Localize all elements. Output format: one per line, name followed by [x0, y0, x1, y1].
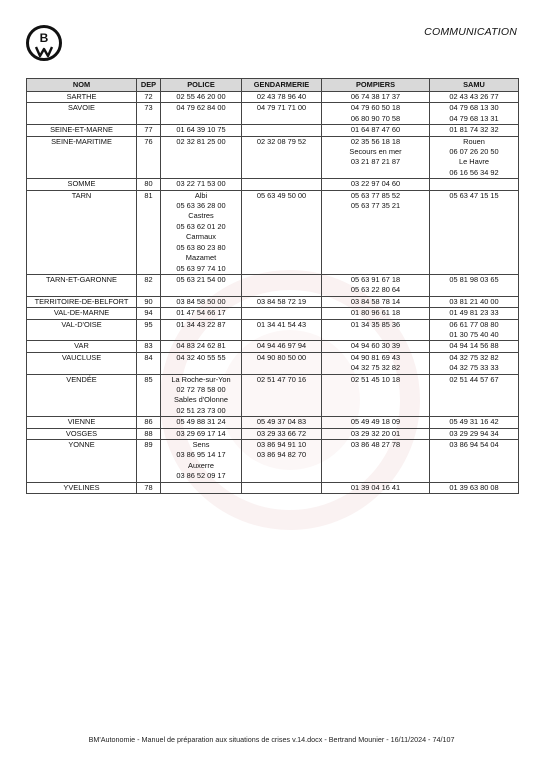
police-line: 05 49 88 31 24 — [176, 417, 226, 427]
cell-samu — [430, 136, 519, 179]
cell-dep: 90 — [137, 296, 161, 307]
gendarmerie-line: 05 49 37 04 83 — [256, 417, 307, 427]
cell-nom: SEINE-MARITIME — [27, 136, 137, 179]
cell-police — [161, 136, 242, 179]
table-row — [27, 482, 519, 493]
cell-police — [161, 125, 242, 136]
pompiers-line: 04 90 81 69 43 — [350, 352, 401, 362]
cell-gendarmerie — [242, 482, 322, 493]
cell-samu — [430, 482, 519, 493]
cell-nom: VAUCLUSE — [27, 352, 137, 374]
cell-police — [161, 274, 242, 296]
cell-gendarmerie — [242, 428, 322, 439]
cell-dep: 78 — [137, 482, 161, 493]
cell-pompiers — [322, 374, 430, 417]
police-line: Albi — [194, 190, 208, 200]
police-line: 02 72 78 58 00 — [176, 384, 226, 394]
cell-gendarmerie — [242, 136, 322, 179]
cell-gendarmerie — [242, 440, 322, 483]
gendarmerie-line: 04 94 46 97 94 — [256, 341, 307, 351]
svg-text:B: B — [39, 31, 49, 45]
cell-pompiers — [322, 136, 430, 179]
cell-gendarmerie — [242, 92, 322, 103]
cell-pompiers — [322, 296, 430, 307]
cell-gendarmerie — [242, 296, 322, 307]
police-line: 05 63 62 01 20 — [176, 221, 226, 231]
police-line: Mazamet — [185, 253, 217, 263]
police-line: 02 55 46 20 00 — [176, 92, 226, 101]
table-row — [27, 352, 519, 374]
cell-dep: 86 — [137, 417, 161, 428]
police-line: La Roche-sur-Yon — [171, 374, 231, 384]
cell-samu — [430, 428, 519, 439]
samu-line: 04 32 75 32 82 — [449, 352, 499, 362]
gendarmerie-line: 02 51 47 70 16 — [256, 374, 307, 384]
cell-nom: VAL-D'OISE — [27, 319, 137, 341]
cell-gendarmerie — [242, 308, 322, 319]
cell-pompiers — [322, 417, 430, 428]
gendarmerie-line: 05 63 49 50 00 — [256, 190, 307, 200]
cell-dep: 81 — [137, 190, 161, 274]
police-line: 04 83 24 62 81 — [176, 341, 226, 351]
cell-nom: TERRITOIRE-DE-BELFORT — [27, 296, 137, 307]
samu-line: 01 39 63 80 08 — [449, 482, 499, 492]
police-line: 03 86 95 14 17 — [176, 450, 226, 460]
cell-nom: SARTHE — [27, 92, 137, 103]
cell-dep: 80 — [137, 179, 161, 190]
cell-gendarmerie — [242, 352, 322, 374]
cell-nom: SOMME — [27, 179, 137, 190]
table-row — [27, 125, 519, 136]
cell-police — [161, 308, 242, 319]
cell-dep: 85 — [137, 374, 161, 417]
table-row — [27, 374, 519, 417]
cell-pompiers — [322, 341, 430, 352]
cell-police — [161, 374, 242, 417]
cell-gendarmerie — [242, 125, 322, 136]
police-line: 05 63 97 74 10 — [176, 263, 226, 273]
police-line: 01 64 39 10 75 — [176, 125, 226, 135]
table-row — [27, 319, 519, 341]
police-line: 02 32 81 25 00 — [176, 136, 226, 146]
cell-pompiers — [322, 179, 430, 190]
cell-gendarmerie — [242, 374, 322, 417]
cell-gendarmerie — [242, 274, 322, 296]
pompiers-line: 04 32 75 32 82 — [350, 363, 401, 373]
samu-line: 06 07 26 20 50 — [449, 147, 499, 157]
column-header-police: POLICE — [161, 79, 242, 92]
page-footer: BM'Autonomie - Manuel de préparation aux situations de crises v.14.docx - Bertrand Mounier - 16/11/2024 - 74/107 — [88, 735, 455, 744]
pompiers-line: 06 74 38 17 37 — [350, 92, 401, 101]
pompiers-line: 03 29 32 20 01 — [350, 428, 401, 438]
cell-samu — [430, 92, 519, 103]
gendarmerie-line: 02 43 78 96 40 — [256, 92, 307, 101]
emergency-contacts-table — [26, 78, 519, 494]
police-line: 03 86 52 09 17 — [176, 471, 226, 481]
samu-line: 05 81 98 03 65 — [449, 274, 499, 284]
cell-samu — [430, 296, 519, 307]
cell-samu — [430, 103, 519, 125]
gendarmerie-line: 04 79 71 71 00 — [256, 103, 307, 113]
cell-nom: VAL-DE-MARNE — [27, 308, 137, 319]
police-line: Sens — [192, 440, 210, 449]
cell-gendarmerie — [242, 179, 322, 190]
cell-nom: SEINE-ET-MARNE — [27, 125, 137, 136]
pompiers-line: 03 84 58 78 14 — [350, 296, 401, 306]
table-row — [27, 308, 519, 319]
cell-pompiers — [322, 308, 430, 319]
pompiers-line: 01 39 04 16 41 — [350, 482, 401, 492]
cell-gendarmerie — [242, 319, 322, 341]
cell-police — [161, 482, 242, 493]
samu-line: 06 16 56 34 92 — [449, 167, 499, 177]
cell-dep: 94 — [137, 308, 161, 319]
gendarmerie-line: 03 86 94 82 70 — [256, 450, 307, 460]
pompiers-line: 05 63 22 80 64 — [350, 285, 401, 295]
cell-dep: 77 — [137, 125, 161, 136]
police-line: 05 63 36 28 00 — [176, 201, 226, 211]
table-row — [27, 190, 519, 274]
cell-samu — [430, 190, 519, 274]
cell-nom: TARN-ET-GARONNE — [27, 274, 137, 296]
table-row — [27, 274, 519, 296]
pompiers-line: 05 49 49 18 09 — [350, 417, 401, 427]
section-title: COMMUNICATION — [424, 26, 517, 38]
pompiers-line: 05 63 77 85 52 — [350, 190, 401, 200]
column-header-dep: DEP — [137, 79, 161, 92]
cell-police — [161, 341, 242, 352]
samu-line: 02 51 44 57 67 — [449, 374, 499, 384]
cell-nom: VENDÉE — [27, 374, 137, 417]
table-body — [27, 92, 519, 494]
pompiers-line: 01 34 35 85 36 — [350, 319, 401, 329]
police-line: 03 84 58 50 00 — [176, 296, 226, 306]
cell-police — [161, 179, 242, 190]
police-line: Sables d'Olonne — [173, 395, 228, 405]
cell-gendarmerie — [242, 103, 322, 125]
samu-line: 03 81 21 40 00 — [449, 296, 499, 306]
gendarmerie-line: 03 84 58 72 19 — [256, 296, 307, 306]
samu-line: Rouen — [463, 136, 485, 146]
cell-pompiers — [322, 125, 430, 136]
cell-samu — [430, 319, 519, 341]
cell-dep: 72 — [137, 92, 161, 103]
table-row — [27, 92, 519, 103]
table-row — [27, 417, 519, 428]
cell-dep: 89 — [137, 440, 161, 483]
police-line: 03 22 71 53 00 — [176, 179, 226, 189]
cell-pompiers — [322, 352, 430, 374]
cell-dep: 95 — [137, 319, 161, 341]
cell-nom: VAR — [27, 341, 137, 352]
pompiers-line: 04 79 60 50 18 — [350, 103, 401, 113]
police-line: Auxerre — [188, 460, 214, 470]
samu-line: Le Havre — [459, 157, 489, 167]
cell-samu — [430, 341, 519, 352]
table-row — [27, 341, 519, 352]
cell-gendarmerie — [242, 190, 322, 274]
cell-nom: TARN — [27, 190, 137, 274]
samu-line: 03 29 29 94 34 — [449, 428, 499, 438]
cell-nom: SAVOIE — [27, 103, 137, 125]
column-header-pompiers: POMPIERS — [322, 79, 430, 92]
pompiers-line: 03 22 97 04 60 — [350, 179, 401, 189]
cell-pompiers — [322, 103, 430, 125]
samu-line: 04 79 68 13 31 — [449, 113, 499, 123]
samu-line: 01 49 81 23 33 — [449, 308, 499, 318]
column-header-gendarmerie: GENDARMERIE — [242, 79, 322, 92]
samu-line: 04 32 75 33 33 — [449, 363, 499, 373]
cell-samu — [430, 440, 519, 483]
cell-police — [161, 417, 242, 428]
cell-nom: YVELINES — [27, 482, 137, 493]
cell-samu — [430, 274, 519, 296]
cell-nom: VIENNE — [27, 417, 137, 428]
police-line: 01 34 43 22 87 — [176, 319, 226, 329]
cell-dep: 83 — [137, 341, 161, 352]
gendarmerie-line: 01 34 41 54 43 — [256, 319, 307, 329]
police-line: 04 32 40 55 55 — [176, 352, 226, 362]
pompiers-line: 02 35 56 18 18 — [350, 136, 401, 146]
pompiers-line: 05 63 91 67 18 — [350, 274, 401, 284]
cell-pompiers — [322, 428, 430, 439]
cell-pompiers — [322, 274, 430, 296]
cell-gendarmerie — [242, 341, 322, 352]
bm-logo — [26, 25, 62, 61]
pompiers-line: 01 64 87 47 60 — [350, 125, 401, 135]
police-line: Carmaux — [186, 232, 216, 242]
cell-dep: 84 — [137, 352, 161, 374]
samu-line: 06 61 77 08 80 — [449, 319, 499, 329]
cell-dep: 73 — [137, 103, 161, 125]
cell-pompiers — [322, 440, 430, 483]
samu-line: 01 30 75 40 40 — [449, 329, 499, 339]
police-line: Castres — [188, 211, 214, 221]
cell-samu — [430, 179, 519, 190]
gendarmerie-line: 04 90 80 50 00 — [256, 352, 307, 362]
table-row — [27, 179, 519, 190]
table-row — [27, 428, 519, 439]
cell-pompiers — [322, 92, 430, 103]
pompiers-line: 05 63 77 35 21 — [350, 201, 401, 211]
cell-samu — [430, 417, 519, 428]
cell-dep: 76 — [137, 136, 161, 179]
table-row — [27, 136, 519, 179]
pompiers-line: 03 86 48 27 78 — [350, 440, 401, 449]
pompiers-line: 06 80 90 70 58 — [350, 113, 401, 123]
cell-samu — [430, 125, 519, 136]
samu-line: 02 43 43 26 77 — [449, 92, 499, 101]
cell-pompiers — [322, 319, 430, 341]
cell-gendarmerie — [242, 417, 322, 428]
cell-samu — [430, 374, 519, 417]
pompiers-line: Secours en mer — [349, 147, 402, 157]
gendarmerie-line: 03 86 94 91 10 — [256, 440, 307, 449]
gendarmerie-line: 02 32 08 79 52 — [256, 136, 307, 146]
cell-police — [161, 428, 242, 439]
cell-samu — [430, 352, 519, 374]
cell-police — [161, 296, 242, 307]
samu-line: 03 86 94 54 04 — [449, 440, 499, 449]
column-header-samu: SAMU — [430, 79, 519, 92]
table-row — [27, 296, 519, 307]
samu-line: 04 79 68 13 30 — [449, 103, 499, 113]
cell-police — [161, 440, 242, 483]
cell-nom: VOSGES — [27, 428, 137, 439]
pompiers-line: 04 94 60 30 39 — [350, 341, 401, 351]
police-line: 04 79 62 84 00 — [176, 103, 226, 113]
police-line: 01 47 54 66 17 — [176, 308, 226, 318]
cell-nom: YONNE — [27, 440, 137, 483]
pompiers-line: 03 21 87 21 87 — [350, 157, 401, 167]
column-header-nom: NOM — [27, 79, 137, 92]
table-row — [27, 103, 519, 125]
samu-line: 05 63 47 15 15 — [449, 190, 499, 200]
table-header-row — [27, 79, 519, 92]
cell-dep: 88 — [137, 428, 161, 439]
cell-pompiers — [322, 190, 430, 274]
pompiers-line: 01 80 96 61 18 — [350, 308, 401, 318]
cell-pompiers — [322, 482, 430, 493]
cell-samu — [430, 308, 519, 319]
police-line: 03 29 69 17 14 — [176, 428, 226, 438]
table-row — [27, 440, 519, 483]
cell-police — [161, 190, 242, 274]
gendarmerie-line: 03 29 33 66 72 — [256, 428, 307, 438]
police-line: 05 63 80 23 80 — [176, 242, 226, 252]
police-line: 02 51 23 73 00 — [176, 405, 226, 415]
cell-police — [161, 103, 242, 125]
cell-dep: 82 — [137, 274, 161, 296]
pompiers-line: 02 51 45 10 18 — [350, 374, 401, 384]
samu-line: 01 81 74 32 32 — [449, 125, 499, 135]
police-line: 05 63 21 54 00 — [176, 274, 226, 284]
samu-line: 05 49 31 16 42 — [449, 417, 499, 427]
samu-line: 04 94 14 56 88 — [449, 341, 499, 351]
cell-police — [161, 352, 242, 374]
cell-police — [161, 92, 242, 103]
cell-police — [161, 319, 242, 341]
